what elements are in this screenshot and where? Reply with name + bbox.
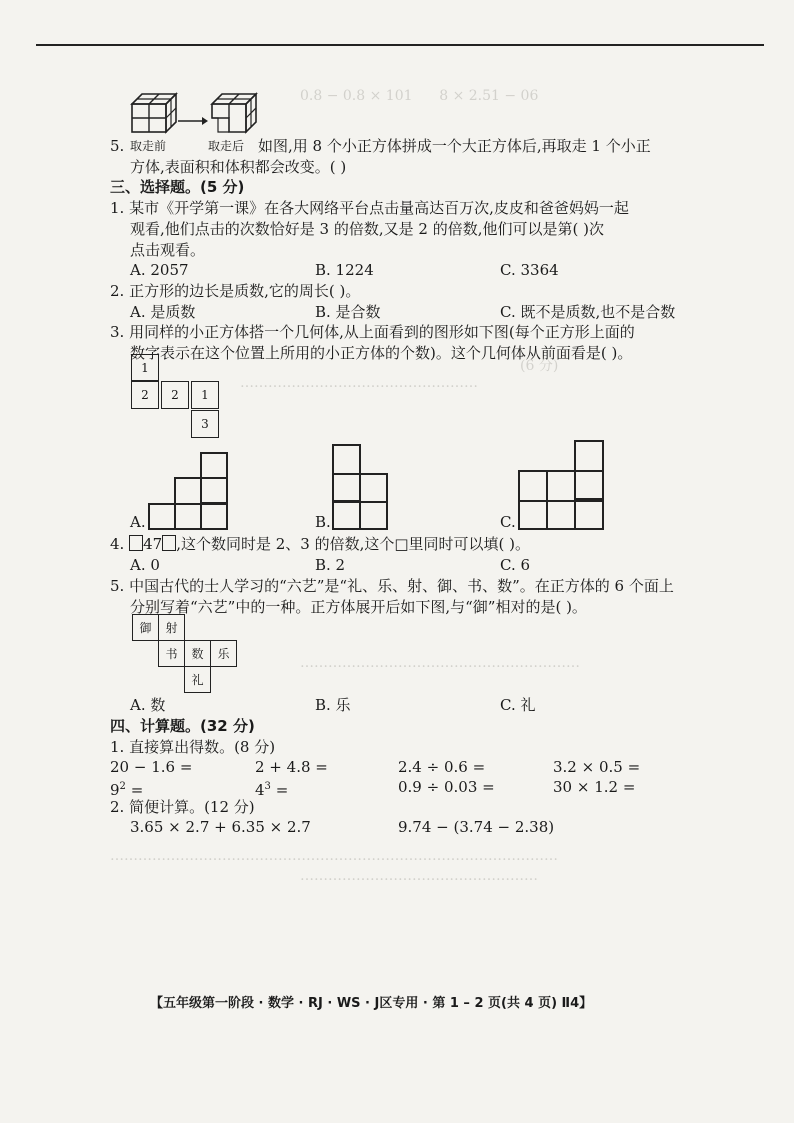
fig-label-before: 取走前 [130,139,167,153]
calc-item: $4^3$ = [255,781,289,799]
page-footer: 【五年级第一阶段 · 数学 · RJ · WS · J区专用 · 第 1 – 2 页(共 4 页) Ⅱ4】 [150,996,593,1011]
q3-5-option-a[interactable]: A. 数 [130,696,166,714]
q3-4-text: ,这个数同时是 2、3 的倍数,这个□里同时可以填( )。 [176,535,530,553]
net-face: 乐 [210,640,237,667]
q3-5-line1: 5. 中国古代的士人学习的“六艺”是“礼、乐、射、御、书、数”。在正方体的 6 个面上 [110,577,674,595]
bleed-through: (6 分) [520,358,559,374]
q3-4-option-c[interactable]: C. 6 [500,556,531,574]
calc-item: $9^2$ = [110,781,144,799]
q2-5-line2: 方体,表面积和体积都会改变。( ) [130,158,347,176]
q3-2-option-a[interactable]: A. 是质数 [130,303,196,321]
q3-4-option-b[interactable]: B. 2 [315,556,346,574]
calc-item: 2.4 ÷ 0.6 = [398,758,486,776]
net-face: 书 [158,640,185,667]
simplify-expr-2: 9.74 − (3.74 − 2.38) [398,818,555,836]
cube-before-figure [130,92,174,130]
calc-item: 3.2 × 0.5 = [553,758,641,776]
net-face: 御 [132,614,159,641]
top-rule [36,44,764,46]
q3-4-option-a[interactable]: A. 0 [130,556,160,574]
q3-1-option-b[interactable]: B. 1224 [315,261,374,279]
q3-4-line [110,534,530,554]
calc-item: 2 + 4.8 = [255,758,328,776]
q4-2-title: 2. 简便计算。(12 分) [110,798,255,816]
arrow-icon [178,111,208,130]
q3-1-option-c[interactable]: C. 3364 [500,261,559,279]
top-view-cell: 3 [191,410,219,438]
blank-box [162,535,176,551]
q3-1-line2: 观看,他们点击的次数恰好是 3 的倍数,又是 2 的倍数,他们可以是第( )次 [130,220,604,238]
q3-5-option-c[interactable]: C. 礼 [500,696,536,714]
q3-5-option-b[interactable]: B. 乐 [315,696,351,714]
net-face: 数 [184,640,211,667]
q3-3-line1: 3. 用同样的小正方体搭一个几何体,从上面看到的图形如下图(每个正方形上面的 [110,323,635,341]
bleed-through: …………………………………………… [240,375,478,391]
top-view-cell: 1 [191,381,219,409]
section-3-title: 三、选择题。(5 分) [110,178,245,196]
bleed-through: …………………………………………………… [300,655,580,671]
blank-box [129,535,143,551]
top-view-cell: 2 [131,381,159,409]
q3-5-line2: 分别写着“六艺”中的一种。正方体展开后如下图,与“御”相对的是( )。 [130,598,587,616]
q3-3-option-a[interactable]: A. [130,513,146,531]
q3-3-option-b[interactable]: B. [315,513,331,531]
bleed-through: …………………………………………… [300,868,538,884]
fig-label-after: 取走后 [208,139,245,153]
q3-4-number: 4. [110,535,130,553]
q3-1-option-a[interactable]: A. 2057 [130,261,189,279]
calc-item: 0.9 ÷ 0.03 = [398,778,495,796]
q3-4-digits: 47 [143,535,163,553]
q3-2-line1: 2. 正方形的边长是质数,它的周长( )。 [110,282,361,300]
bleed-through: …………………………………………………………………………………… [110,848,558,864]
top-view-cell: 1 [131,354,159,381]
q3-2-option-b[interactable]: B. 是合数 [315,303,381,321]
section-4-title: 四、计算题。(32 分) [110,717,255,735]
q3-3-line2: 数字表示在这个位置上所用的小正方体的个数)。这个几何体从前面看是( )。 [130,344,633,362]
net-face: 礼 [184,666,211,693]
q3-1-line3: 点击观看。 [130,241,206,259]
calc-item: 30 × 1.2 = [553,778,636,796]
q2-5-number: 5. [110,137,125,155]
q4-1-title: 1. 直接算出得数。(8 分) [110,738,276,756]
net-face: 射 [158,614,185,641]
q3-2-option-c[interactable]: C. 既不是质数,也不是合数 [500,303,676,321]
q3-3-option-c[interactable]: C. [500,513,516,531]
top-view-cell: 2 [161,381,189,409]
q2-5-line1: 如图,用 8 个小正方体拼成一个大正方体后,再取走 1 个小正 [258,137,651,155]
bleed-through: 0.8 − 0.8 × 101 8 × 2.51 − 06 [300,88,539,104]
calc-item: 20 − 1.6 = [110,758,193,776]
q3-1-line1: 1. 某市《开学第一课》在各大网络平台点击量高达百万次,皮皮和爸爸妈妈一起 [110,199,629,217]
cube-after-figure [210,92,258,134]
simplify-expr-1: 3.65 × 2.7 + 6.35 × 2.7 [130,818,311,836]
